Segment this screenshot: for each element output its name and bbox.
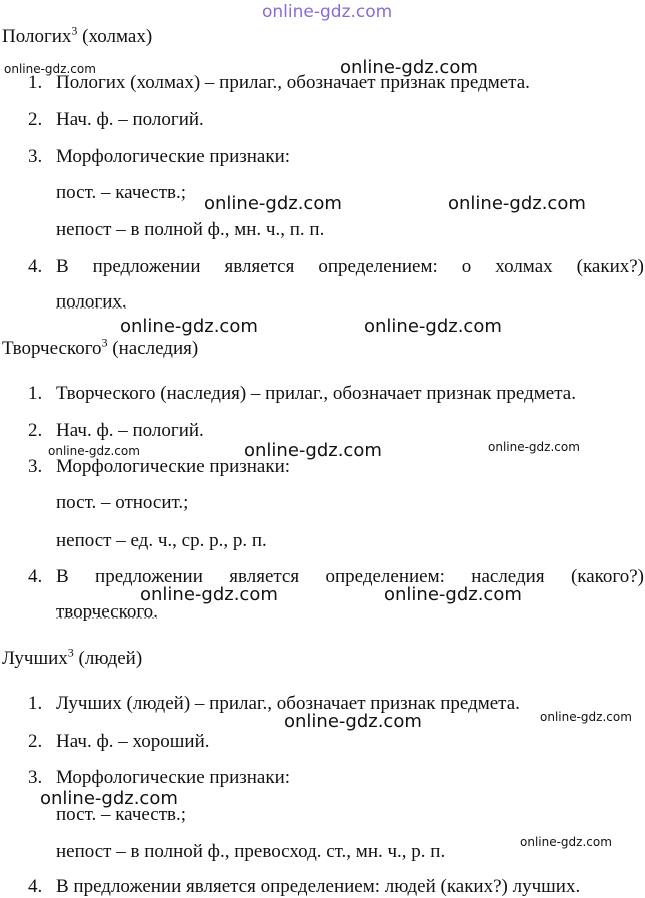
watermark: online-gdz.com	[204, 193, 342, 214]
watermark: online-gdz.com	[48, 444, 140, 458]
item-text: Пологих (холмах) – прилаг., обозначает признак предмета.	[56, 72, 530, 93]
item-number: 2.	[28, 731, 43, 752]
item-text: Морфологические признаки:	[56, 767, 291, 788]
item-text: пост. – качеств.;	[56, 182, 187, 203]
watermark: online-gdz.com	[284, 711, 422, 732]
watermark: online-gdz.com	[540, 710, 632, 724]
watermark: online-gdz.com	[120, 316, 258, 337]
item-text: непост – в полной ф., мн. ч., п. п.	[56, 219, 325, 240]
item-text: Морфологические признаки:	[56, 146, 291, 167]
item-number: 1.	[28, 72, 43, 93]
item-text: Лучших (людей) – прилаг., обозначает признак предмета.	[56, 693, 520, 714]
item-text: непост – в полной ф., превосход. ст., мн. ч., р. п.	[56, 841, 446, 862]
watermark: online-gdz.com	[448, 193, 586, 214]
item-number: 4.	[28, 566, 43, 587]
watermark: online-gdz.com	[488, 440, 580, 454]
item-text: Нач. ф. – пологий.	[56, 420, 204, 441]
watermark: online-gdz.com	[40, 788, 178, 809]
item-text: В предложении является определением: людей (каких?) лучших.	[56, 876, 581, 897]
item-number: 4.	[28, 256, 43, 277]
item-number: 2.	[28, 420, 43, 441]
item-text: В предложении является определением: о холмах (каких?)	[56, 256, 644, 277]
watermark-top: online-gdz.com	[262, 2, 393, 22]
watermark: online-gdz.com	[364, 316, 502, 337]
item-text: непост – ед. ч., ср. р., р. п.	[56, 530, 267, 551]
item-number: 3.	[28, 146, 43, 167]
watermark: online-gdz.com	[520, 835, 612, 849]
watermark: online-gdz.com	[384, 584, 522, 605]
item-number: 3.	[28, 456, 43, 477]
watermark: online-gdz.com	[244, 440, 382, 461]
item-text: Нач. ф. – хороший.	[56, 731, 210, 752]
section-title: Лучших$^3$ (людей)	[2, 645, 143, 669]
item-text: Творческого (наследия) – прилаг., обозначает признак предмета.	[56, 383, 576, 404]
watermark: online-gdz.com	[4, 62, 96, 76]
item-number: 1.	[28, 383, 43, 404]
section-title: Пологих$^3$ (холмах)	[2, 23, 153, 47]
item-number: 3.	[28, 767, 43, 788]
item-number: 4.	[28, 876, 43, 897]
watermark: online-gdz.com	[340, 57, 478, 78]
item-text: пост. – качеств.;	[56, 804, 187, 825]
item-text: Морфологические признаки:	[56, 456, 291, 477]
item-text: пост. – относит.;	[56, 492, 189, 513]
item-text: творческого.	[56, 601, 158, 622]
item-text: пологих.	[56, 291, 127, 312]
item-number: 1.	[28, 693, 43, 714]
item-text: В предложении является определением: наследия (какого?)	[56, 566, 644, 587]
item-text: Нач. ф. – пологий.	[56, 109, 204, 130]
section-title: Творческого$^3$ (наследия)	[2, 335, 199, 359]
item-number: 2.	[28, 109, 43, 130]
watermark: online-gdz.com	[140, 584, 278, 605]
